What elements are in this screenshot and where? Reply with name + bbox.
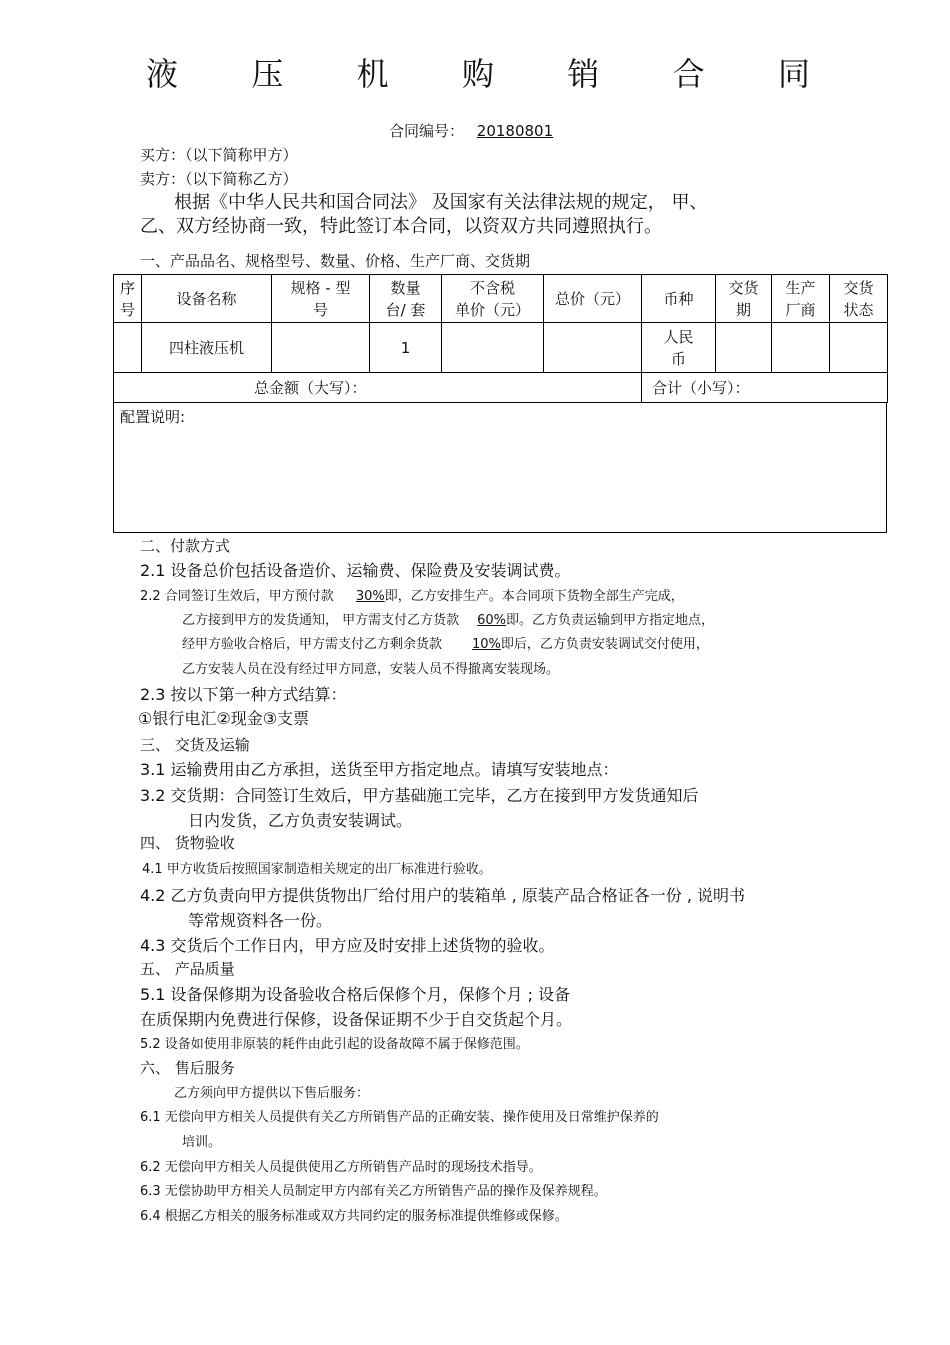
table-header-row (114, 275, 888, 323)
clause-3-2-line-2: 日内发货，乙方负责安装调试。 (188, 811, 413, 830)
section-2-heading: 二、付款方式 (140, 537, 231, 555)
clause-2-2-line-3: 经甲方验收合格后，甲方需支付乙方剩余货款 10%即后，乙方负责安装调试交付使用， (182, 637, 709, 652)
header-name: 设备名称 (142, 275, 272, 323)
clause-2-2-line-1: 2.2 合同签订生效后，甲方预付款 30%即，乙方安排生产。本合同项下货物全部生产完成， (140, 589, 684, 604)
section-1-heading: 一、产品品名、规格型号、数量、价格、生产厂商、交货期 (140, 252, 531, 270)
title-char: 液 (146, 55, 179, 93)
cell-state (830, 323, 888, 373)
total-lower: 合计（小写）： (642, 373, 888, 403)
cell-total (544, 323, 642, 373)
table-row (114, 323, 888, 373)
header-spec: 规格 - 型 号 (272, 275, 370, 323)
seller-line: 卖方：（以下简称乙方） (140, 170, 298, 188)
header-price: 不含税 单价（元） (442, 275, 544, 323)
header-delivery: 交货 期 (716, 275, 772, 323)
config-label: 配置说明: (120, 408, 186, 426)
clause-2-2-line-2: 乙方接到甲方的发货通知， 甲方需支付乙方货款 60%即。乙方负责运输到甲方指定地点， (182, 613, 715, 628)
section-4-heading: 四、 货物验收 (140, 834, 235, 852)
cell-price (442, 323, 544, 373)
clause-3-1: 3.1 运输费用由乙方承担，送货至甲方指定地点。请填写安装地点： (140, 760, 619, 779)
intro-line-2: 乙、双方经协商一致，特此签订本合同，以资双方共同遵照执行。 (140, 216, 662, 237)
section-6-heading: 六、 售后服务 (140, 1059, 235, 1077)
contract-number (389, 124, 553, 139)
payment-options: ①银行电汇②现金③支票 (138, 709, 310, 728)
cell-currency: 人民 币 (642, 323, 716, 373)
clause-6-1-line-2: 培训。 (182, 1135, 222, 1150)
title-char: 购 (461, 55, 494, 93)
config-box (113, 402, 887, 533)
cell-delivery (716, 323, 772, 373)
cell-name: 四柱液压机 (142, 323, 272, 373)
clause-5-1-line-1: 5.1 设备保修期为设备验收合格后保修个月，保修个月 ; 设备 (140, 985, 571, 1004)
clause-4-1: 4.1 甲方收货后按照国家制造相关规定的出厂标准进行验收。 (142, 862, 492, 877)
title-char: 机 (356, 55, 389, 93)
delivery-payment-percent: 60% (477, 613, 507, 628)
clause-2-2-line-4: 乙方安装人员在没有经过甲方同意，安装人员不得撤离安装现场。 (182, 662, 560, 677)
table-total-row (114, 373, 888, 403)
clause-6-3: 6.3 无偿协助甲方相关人员制定甲方内部有关乙方所销售产品的操作及保养规程。 (140, 1184, 607, 1199)
balance-payment-percent: 10% (472, 637, 501, 652)
clause-5-2: 5.2 设备如使用非原装的耗件由此引起的设备故障不属于保修范围。 (140, 1037, 529, 1052)
clause-2-3: 2.3 按以下第一种方式结算： (140, 685, 347, 704)
title-char: 同 (777, 55, 810, 93)
header-currency: 币种 (642, 275, 716, 323)
contract-number-value: 20180801 (476, 122, 554, 140)
title-char: 销 (567, 55, 600, 93)
section-3-heading: 三、 交货及运输 (140, 736, 250, 754)
clause-2-1: 2.1 设备总价包括设备造价、运输费、保险费及安装调试费。 (140, 561, 571, 580)
header-seq: 序 号 (114, 275, 142, 323)
clause-6-2: 6.2 无偿向甲方相关人员提供使用乙方所销售产品时的现场技术指导。 (140, 1160, 542, 1175)
clause-4-3: 4.3 交货后个工作日内，甲方应及时安排上述货物的验收。 (140, 936, 555, 955)
section-5-heading: 五、 产品质量 (140, 960, 235, 978)
header-state: 交货 状态 (830, 275, 888, 323)
header-total: 总价（元） (544, 275, 642, 323)
clause-3-2-line-1: 3.2 交货期：合同签订生效后，甲方基础施工完毕，乙方在接到甲方发货通知后 (140, 786, 699, 805)
title-char: 合 (672, 55, 705, 93)
service-intro: 乙方须向甲方提供以下售后服务： (174, 1086, 370, 1101)
total-upper: 总金额（大写）： (114, 373, 642, 403)
cell-qty: 1 (370, 323, 442, 373)
clause-5-1-line-2: 在质保期内免费进行保修，设备保证期不少于自交货起个月。 (140, 1010, 573, 1029)
contract-number-label: 合同编号： (389, 122, 465, 140)
clause-6-1-line-1: 6.1 无偿向甲方相关人员提供有关乙方所销售产品的正确安装、操作使用及日常维护保养的 (140, 1110, 659, 1125)
contract-title (146, 55, 810, 93)
intro-line-1: 根据《中华人民共和国合同法》 及国家有关法律法规的规定， 甲、 (174, 192, 708, 213)
header-maker: 生产 厂商 (772, 275, 830, 323)
title-char: 压 (251, 55, 284, 93)
cell-seq (114, 323, 142, 373)
prepay-percent: 30% (355, 589, 385, 604)
clause-6-4: 6.4 根据乙方相关的服务标准或双方共同约定的服务标准提供维修或保修。 (140, 1209, 568, 1224)
header-qty: 数量 台/ 套 (370, 275, 442, 323)
buyer-line: 买方：（以下简称甲方） (140, 146, 298, 164)
cell-maker (772, 323, 830, 373)
cell-spec (272, 323, 370, 373)
product-table (113, 274, 888, 403)
clause-4-2-line-2: 等常规资料各一份。 (188, 911, 333, 930)
clause-4-2-line-1: 4.2 乙方负责向甲方提供货物出厂给付用户的装箱单 , 原装产品合格证各一份 , 说明书 (140, 886, 746, 905)
